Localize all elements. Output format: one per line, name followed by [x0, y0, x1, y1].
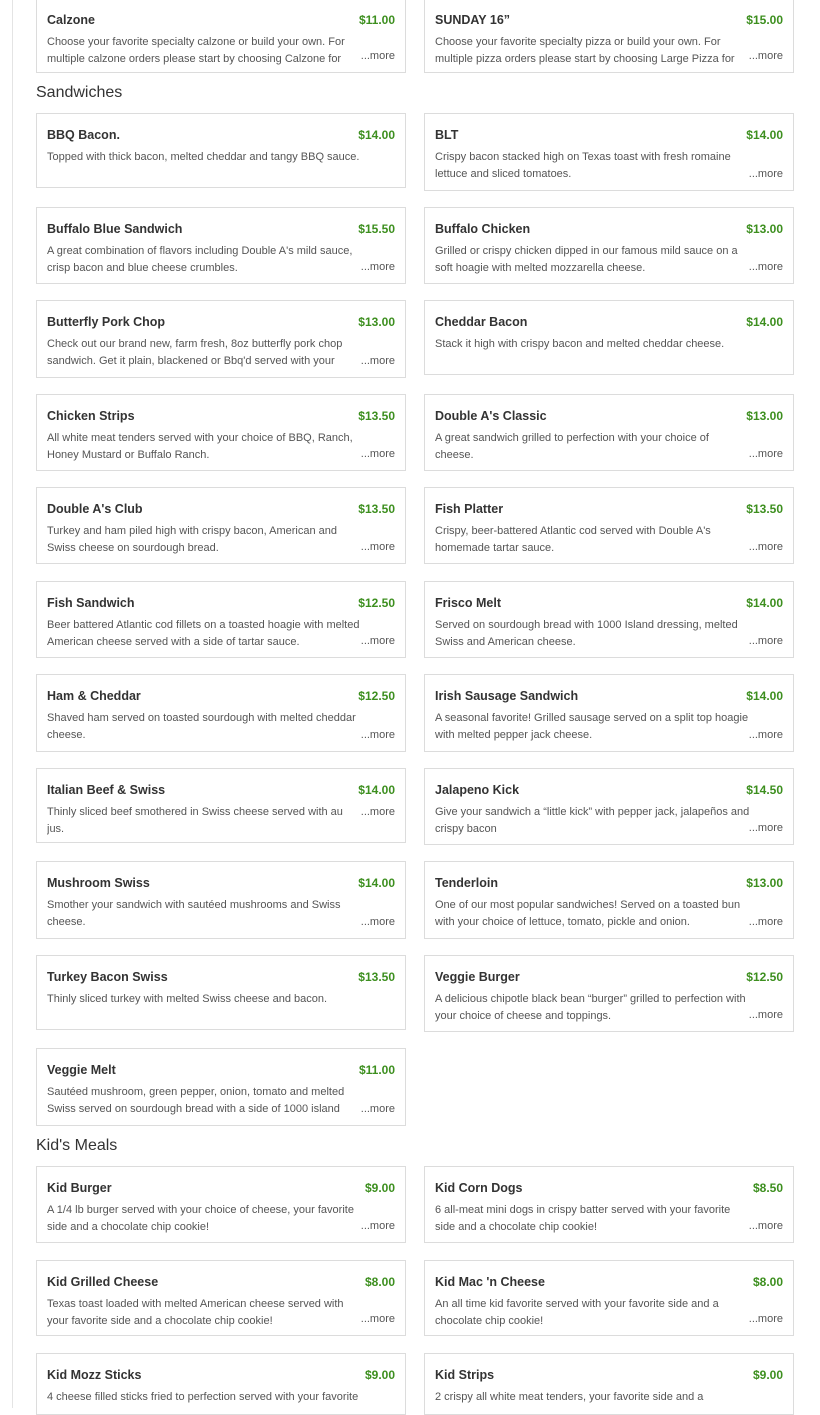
item-name: Veggie Burger	[435, 970, 520, 984]
item-price: $13.00	[746, 222, 783, 236]
more-link[interactable]: ...more	[748, 541, 783, 553]
more-link[interactable]: ...more	[748, 1313, 783, 1325]
menu-item-card[interactable]	[36, 113, 406, 188]
item-price: $14.00	[746, 128, 783, 142]
more-link[interactable]: ...more	[748, 50, 783, 62]
more-link[interactable]: ...more	[360, 729, 395, 741]
more-link[interactable]: ...more	[360, 916, 395, 928]
menu-item-card[interactable]	[36, 861, 406, 939]
item-description: Thinly sliced beef smothered in Swiss cheese served with au jus.	[47, 806, 343, 835]
item-description: Beer battered Atlantic cod fillets on a toasted hoagie with melted American cheese served with a side of tartar sauce.	[47, 619, 360, 648]
item-name: BLT	[435, 128, 459, 142]
item-description: A seasonal favorite! Grilled sausage served on a split top hoagie with melted pepper jack cheese.	[435, 712, 749, 741]
item-description: 6 all-meat mini dogs in crispy batter served with your favorite side and a chocolate chip cookie!	[435, 1204, 731, 1233]
menu-item-card[interactable]	[36, 300, 406, 378]
item-description: All white meat tenders served with your choice of BBQ, Ranch, Honey Mustard or Buffalo Ranch.	[47, 432, 353, 461]
item-price: $12.50	[358, 689, 395, 703]
item-name: Buffalo Blue Sandwich	[47, 222, 183, 236]
item-name: BBQ Bacon.	[47, 128, 120, 142]
menu-item-card[interactable]	[424, 861, 794, 939]
menu-item-card[interactable]	[424, 955, 794, 1032]
item-price: $8.00	[364, 1275, 395, 1289]
item-name: Kid Grilled Cheese	[47, 1275, 159, 1289]
item-name: Kid Mac 'n Cheese	[435, 1275, 545, 1289]
item-description: A great combination of flavors including Double A's mild sauce, crisp bacon and blue cheese crumbles.	[47, 245, 353, 274]
more-link[interactable]: ...more	[748, 448, 783, 460]
item-name: Kid Strips	[435, 1368, 495, 1382]
menu-item-card[interactable]	[424, 487, 794, 564]
menu-item-card[interactable]	[424, 768, 794, 845]
item-description: Topped with thick bacon, melted cheddar and tangy BBQ sauce.	[47, 151, 360, 163]
item-description: 4 cheese filled sticks fried to perfection served with your favorite	[47, 1391, 359, 1403]
menu-item-card[interactable]	[424, 0, 794, 73]
section-title-kids-meals: Kid's Meals	[36, 1137, 118, 1154]
item-description: Choose your favorite specialty pizza or build your own. For multiple pizza orders please start by choosing Large Pizza for	[435, 36, 735, 65]
item-description: A delicious chipotle black bean “burger” grilled to perfection with your choice of cheese and toppings.	[435, 993, 746, 1022]
item-description: Thinly sliced turkey with melted Swiss cheese and bacon.	[47, 993, 328, 1005]
more-link[interactable]: ...more	[748, 729, 783, 741]
more-link[interactable]: ...more	[748, 916, 783, 928]
item-price: $13.50	[746, 502, 783, 516]
item-price: $11.00	[358, 13, 395, 27]
menu-item-card[interactable]	[36, 581, 406, 658]
item-name: Cheddar Bacon	[435, 315, 528, 329]
item-description: Shaved ham served on toasted sourdough with melted cheddar cheese.	[47, 712, 356, 741]
item-price: $14.00	[746, 315, 783, 329]
more-link[interactable]: ...more	[748, 635, 783, 647]
item-description: Stack it high with crispy bacon and melted cheddar cheese.	[435, 338, 725, 350]
item-description: Choose your favorite specialty calzone or build your own. For multiple calzone orders please start by choosing Calzone for	[47, 36, 345, 65]
more-link[interactable]: ...more	[360, 635, 395, 647]
item-name: Italian Beef & Swiss	[47, 783, 166, 797]
more-link[interactable]: ...more	[360, 541, 395, 553]
item-price: $12.50	[358, 596, 395, 610]
item-price: $14.00	[746, 689, 783, 703]
item-price: $8.00	[752, 1275, 783, 1289]
item-name: Fish Platter	[435, 502, 504, 516]
item-price: $13.00	[746, 876, 783, 890]
menu-item-card[interactable]	[424, 113, 794, 191]
item-price: $13.50	[358, 970, 395, 984]
item-price: $11.00	[358, 1063, 395, 1077]
item-description: A great sandwich grilled to perfection with your choice of cheese.	[435, 432, 709, 461]
menu-item-card[interactable]	[36, 394, 406, 471]
more-link[interactable]: ...more	[748, 261, 783, 273]
item-name: Calzone	[47, 13, 95, 27]
item-description: One of our most popular sandwiches! Served on a toasted bun with your choice of lettuce, tomato, pickle and onion.	[435, 899, 741, 928]
menu-item-card[interactable]	[424, 300, 794, 375]
item-description: Turkey and ham piled high with crispy bacon, American and Swiss cheese on sourdough bread.	[47, 525, 338, 554]
item-name: Fish Sandwich	[47, 596, 135, 610]
item-price: $13.50	[358, 409, 395, 423]
item-name: Turkey Bacon Swiss	[47, 970, 168, 984]
item-description: Grilled or crispy chicken dipped in our famous mild sauce on a soft hoagie with melted mozzarella cheese.	[435, 245, 738, 274]
more-link[interactable]: ...more	[360, 1313, 395, 1325]
menu-item-card[interactable]	[424, 674, 794, 752]
item-name: SUNDAY 16”	[435, 13, 511, 27]
menu-item-card[interactable]	[424, 394, 794, 471]
item-price: $14.00	[746, 596, 783, 610]
item-price: $14.00	[358, 783, 395, 797]
menu-item-card[interactable]	[424, 581, 794, 658]
item-name: Veggie Melt	[47, 1063, 116, 1077]
item-description: A 1/4 lb burger served with your choice of cheese, your favorite side and a chocolate chip cookie!	[47, 1204, 354, 1233]
menu-item-card[interactable]	[36, 0, 406, 73]
item-name: Kid Corn Dogs	[435, 1181, 523, 1195]
menu-item-card[interactable]	[36, 1260, 406, 1336]
item-name: Tenderloin	[435, 876, 498, 890]
more-link[interactable]: ...more	[748, 168, 783, 180]
item-name: Double A's Classic	[435, 409, 547, 423]
item-name: Chicken Strips	[47, 409, 135, 423]
menu-item-card[interactable]	[36, 207, 406, 284]
menu-item-card[interactable]	[36, 768, 406, 843]
more-link[interactable]: ...more	[360, 261, 395, 273]
item-name: Double A's Club	[47, 502, 143, 516]
page-left-border	[12, 0, 13, 1408]
item-name: Irish Sausage Sandwich	[435, 689, 579, 703]
menu-item-card[interactable]	[36, 674, 406, 752]
item-price: $9.00	[364, 1368, 395, 1382]
item-description: Check out our brand new, farm fresh, 8oz butterfly pork chop sandwich. Get it plain, blackened or Bbq'd served with your	[47, 338, 343, 367]
item-price: $13.50	[358, 502, 395, 516]
item-price: $9.00	[752, 1368, 783, 1382]
item-description: An all time kid favorite served with your favorite side and a chocolate chip cookie!	[435, 1298, 719, 1327]
item-description: Texas toast loaded with melted American cheese served with your favorite side and a chocolate chip cookie!	[47, 1298, 344, 1327]
item-price: $14.50	[746, 783, 783, 797]
menu-item-card[interactable]	[36, 955, 406, 1030]
item-description: Sautéed mushroom, green pepper, onion, tomato and melted Swiss served on sourdough bread with a side of 1000 island	[47, 1086, 345, 1115]
more-link[interactable]: ...more	[748, 1009, 783, 1021]
more-link[interactable]: ...more	[360, 448, 395, 460]
item-price: $8.50	[752, 1181, 783, 1195]
item-price: $14.00	[358, 128, 395, 142]
menu-item-card[interactable]	[36, 1353, 406, 1415]
item-name: Butterfly Pork Chop	[47, 315, 166, 329]
item-price: $9.00	[364, 1181, 395, 1195]
item-name: Mushroom Swiss	[47, 876, 150, 890]
more-link[interactable]: ...more	[360, 1103, 395, 1115]
item-description: Crispy, beer-battered Atlantic cod served with Double A's homemade tartar sauce.	[435, 525, 711, 554]
item-name: Jalapeno Kick	[435, 783, 520, 797]
menu-item-card[interactable]	[424, 1260, 794, 1336]
item-price: $12.50	[746, 970, 783, 984]
item-price: $15.50	[358, 222, 395, 236]
item-price: $14.00	[358, 876, 395, 890]
item-price: $13.00	[746, 409, 783, 423]
item-name: Kid Mozz Sticks	[47, 1368, 142, 1382]
item-description: 2 crispy all white meat tenders, your favorite side and a	[435, 1391, 704, 1403]
menu-item-card[interactable]	[36, 1166, 406, 1243]
menu-item-card[interactable]	[424, 1166, 794, 1243]
more-link[interactable]: ...more	[360, 50, 395, 62]
more-link[interactable]: ...more	[748, 1220, 783, 1232]
more-link[interactable]: ...more	[360, 1220, 395, 1232]
item-name: Buffalo Chicken	[435, 222, 531, 236]
more-link[interactable]: ...more	[360, 806, 395, 818]
item-description: Give your sandwich a “little kick” with pepper jack, jalapeños and crispy bacon	[435, 806, 750, 835]
item-description: Served on sourdough bread with 1000 Island dressing, melted Swiss and American cheese.	[435, 619, 738, 648]
menu-item-card[interactable]	[424, 207, 794, 284]
menu-item-card[interactable]	[424, 1353, 794, 1415]
menu-item-card[interactable]	[36, 487, 406, 564]
item-description: Crispy bacon stacked high on Texas toast with fresh romaine lettuce and sliced tomatoes.	[435, 151, 731, 180]
item-price: $13.00	[358, 315, 395, 329]
more-link[interactable]: ...more	[748, 822, 783, 834]
item-name: Kid Burger	[47, 1181, 112, 1195]
item-price: $15.00	[746, 13, 783, 27]
more-link[interactable]: ...more	[360, 355, 395, 367]
section-title-sandwiches: Sandwiches	[36, 84, 123, 101]
menu-item-card[interactable]	[36, 1048, 406, 1126]
item-name: Frisco Melt	[435, 596, 501, 610]
item-name: Ham & Cheddar	[47, 689, 141, 703]
item-description: Smother your sandwich with sautéed mushrooms and Swiss cheese.	[47, 899, 341, 928]
